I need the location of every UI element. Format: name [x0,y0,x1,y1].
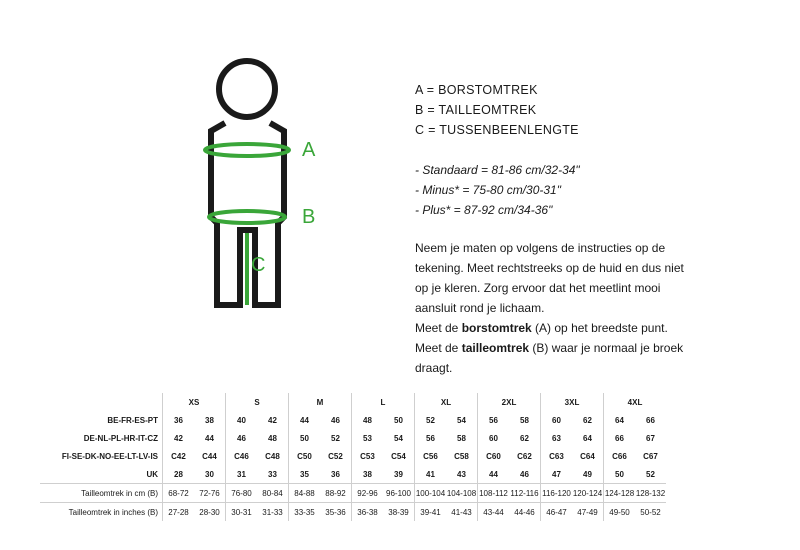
table-cell: 64 [604,411,636,429]
label-b: B [302,206,316,228]
chest-prefix: Meet de [415,321,462,335]
table-cell: 62 [520,433,529,443]
row-label: FI-SE-DK-NO-EE-LT-LV-IS [61,451,158,461]
table-row [40,429,666,447]
table-cell: 62 [583,415,592,425]
table-cell: 124-128 [604,484,636,503]
size-header-row [40,393,666,411]
table-cell: 47-49 [572,503,604,522]
variant-standard: - Standaard = 81-86 cm/32-34" [415,163,580,177]
table-cell: 44 [478,465,510,484]
table-cell: C42 [163,447,195,465]
table-cell: 30-31 [226,503,258,522]
waist-suffix: (B) waar je normaal je broek [529,341,684,355]
table-cell: C56 [415,447,447,465]
table-cell: 67 [646,433,655,443]
waist-bold: tailleomtrek [461,341,530,355]
variant-plus: - Plus* = 87-92 cm/34-36" [415,203,553,217]
table-cell: 49-50 [604,503,636,522]
table-cell: 54 [394,433,403,443]
table-row [40,465,666,484]
row-label: Tailleomtrek in inches (B) [40,503,163,522]
table-cell: 68-72 [163,484,195,503]
table-cell: 50 [604,465,636,484]
table-cell: C44 [202,451,217,461]
table-row [40,447,666,465]
size-header: 2XL [478,393,541,411]
legend-item-b: B = TAILLEOMTREK [415,103,537,117]
row-label: DE-NL-PL-HR-IT-CZ [83,433,158,443]
table-cell: 72-76 [194,484,226,503]
measurement-figure [185,55,335,320]
table-cell: 50-52 [635,503,666,522]
table-cell: 48 [352,411,384,429]
instruction-line: aansluit rond je lichaam. [415,301,545,315]
table-cell: C66 [604,447,636,465]
table-cell: 42 [163,429,195,447]
table-cell: 36 [163,411,195,429]
waist-prefix: Meet de [415,341,462,355]
table-cell: C52 [328,451,343,461]
table-cell: 58 [520,415,529,425]
measurement-legend [415,80,745,140]
table-cell: 27-28 [163,503,195,522]
table-cell: 46 [520,469,529,479]
chest-bold: borstomtrek [461,321,532,335]
table-cell: 44 [289,411,321,429]
legend-item-a: A = BORSTOMTREK [415,83,538,97]
size-header: L [352,393,415,411]
size-header: 3XL [541,393,604,411]
size-table [40,393,666,521]
size-header: XS [163,393,226,411]
table-cell: 31 [226,465,258,484]
table-cell: 35 [289,465,321,484]
table-row [40,411,666,429]
table-cell: 56 [478,411,510,429]
instruction-line: tekening. Meet rechtstreeks op de huid en dus niet [415,261,684,275]
table-cell: C54 [391,451,406,461]
table-cell: 52 [646,469,655,479]
table-cell: 50 [289,429,321,447]
table-cell: 112-116 [509,484,541,503]
table-cell: 50 [394,415,403,425]
table-cell: 38 [205,415,214,425]
variant-minus: - Minus* = 75-80 cm/30-31" [415,183,561,197]
table-cell: C60 [478,447,510,465]
table-cell: 31-33 [257,503,289,522]
size-header: 4XL [604,393,667,411]
table-cell: 48 [268,433,277,443]
head-outline [219,61,275,117]
table-cell: 38-39 [383,503,415,522]
table-cell: C63 [541,447,573,465]
legend-item-c: C = TUSSENBEENLENGTE [415,123,579,137]
table-cell: 58 [457,433,466,443]
table-cell: 54 [457,415,466,425]
waist-instruction [415,338,720,358]
table-cell: 49 [583,469,592,479]
table-cell: 80-84 [257,484,289,503]
table-cell: 46 [331,415,340,425]
table-cell: C53 [352,447,384,465]
label-a: A [302,139,316,161]
table-cell: 36 [331,469,340,479]
table-cell: 40 [226,411,258,429]
table-cell: 33-35 [289,503,321,522]
table-cell: 36-38 [352,503,384,522]
table-cell: 66 [604,429,636,447]
label-c: C [251,254,266,276]
table-cell: 64 [583,433,592,443]
table-row [40,503,666,522]
table-cell: 35-36 [320,503,352,522]
table-cell: 39-41 [415,503,447,522]
measuring-instructions [415,238,720,378]
header-blank [40,393,163,411]
row-label: UK [146,469,158,479]
table-cell: C67 [643,451,658,461]
table-cell: 47 [541,465,573,484]
row-label: Taillеomtrek in cm (B) [40,484,163,503]
table-cell: 46-47 [541,503,573,522]
table-cell: 56 [415,429,447,447]
table-cell: 52 [331,433,340,443]
table-cell: 28-30 [194,503,226,522]
table-cell: 76-80 [226,484,258,503]
waist-measure-line [209,211,285,223]
size-header: M [289,393,352,411]
table-cell: 104-108 [446,484,478,503]
instruction-line: op je kleren. Zorg ervoor dat het meetlint mooi [415,281,661,295]
table-cell: 66 [646,415,655,425]
table-cell: 44 [205,433,214,443]
table-cell: C58 [454,451,469,461]
table-cell: 60 [541,411,573,429]
table-cell: 43 [457,469,466,479]
table-cell: 116-120 [541,484,573,503]
table-cell: 128-132 [635,484,666,503]
table-cell: 41-43 [446,503,478,522]
table-cell: C48 [265,451,280,461]
table-cell: 43-44 [478,503,510,522]
table-cell: 84-88 [289,484,321,503]
table-cell: 28 [163,465,195,484]
inseam-variants [415,160,745,220]
row-label: BE-FR-ES-PT [107,415,158,425]
chest-measure-line [205,144,289,156]
table-cell: C64 [580,451,595,461]
table-cell: 46 [226,429,258,447]
table-cell: 38 [352,465,384,484]
table-cell: C62 [517,451,532,461]
table-cell: 52 [415,411,447,429]
table-cell: 39 [394,469,403,479]
table-cell: 33 [268,469,277,479]
chest-suffix: (A) op het breedste punt. [531,321,668,335]
body-diagram [185,55,335,320]
table-row [40,484,666,503]
table-cell: C46 [226,447,258,465]
table-cell: 41 [415,465,447,484]
table-cell: 63 [541,429,573,447]
table-cell: C50 [289,447,321,465]
size-header: S [226,393,289,411]
table-cell: 100-104 [415,484,447,503]
table-cell: 42 [268,415,277,425]
table-cell: 88-92 [320,484,352,503]
table-cell: 30 [205,469,214,479]
table-cell: 120-124 [572,484,604,503]
instruction-line: Neem je maten op volgens de instructies op de [415,241,666,255]
size-header: XL [415,393,478,411]
table-cell: 108-112 [478,484,510,503]
table-cell: 53 [352,429,384,447]
table-cell: 96-100 [383,484,415,503]
table-cell: 92-96 [352,484,384,503]
chest-instruction [415,318,720,338]
waist-instruction-end: draagt. [415,361,453,375]
table-cell: 44-46 [509,503,541,522]
table-cell: 60 [478,429,510,447]
